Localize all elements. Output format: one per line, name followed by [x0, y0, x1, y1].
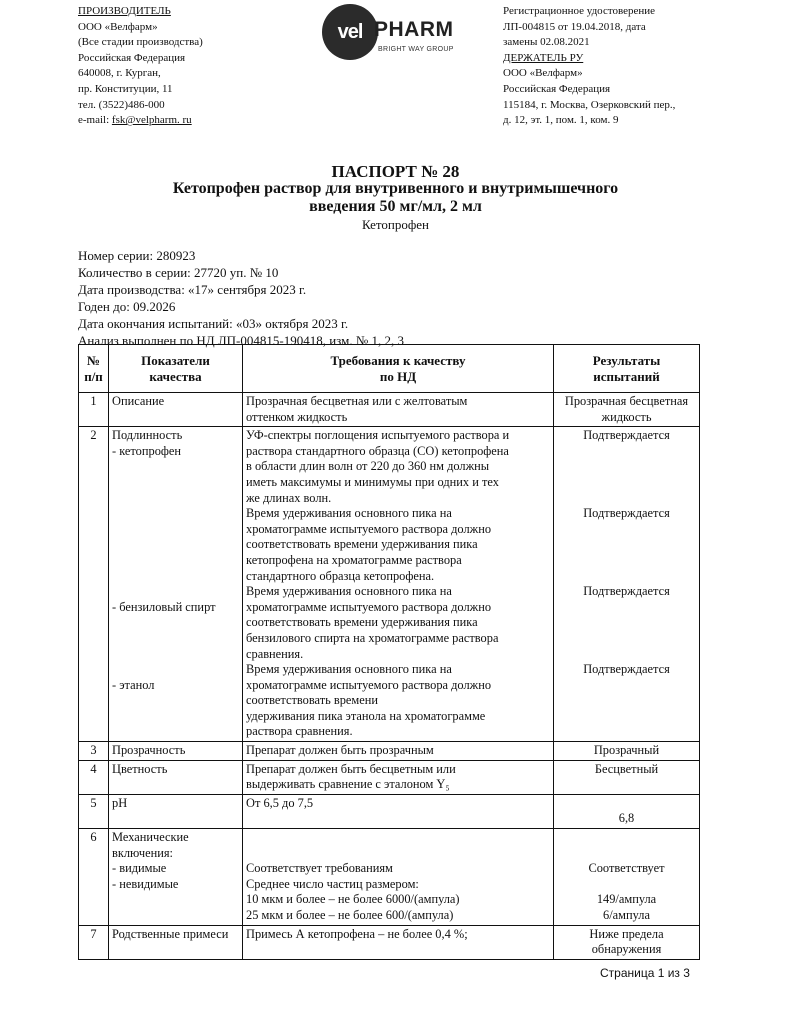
cell-indicator-line [112, 506, 239, 522]
logo-word: PHARM [374, 18, 454, 41]
cell-requirement-line: хроматограмме испытуемого раствора должно [246, 521, 492, 536]
manufacturer-email-line [78, 113, 203, 129]
product-name-line1: Кетопрофен раствор для внутривенного и внутримышечного [172, 180, 619, 197]
cell-result-line: Прозрачный [593, 743, 660, 758]
cell-result-line: Ниже предела [589, 926, 664, 941]
batch-info [78, 247, 404, 349]
manufacturer-line: тел. (3522)486-000 [78, 98, 165, 111]
cell-indicator [109, 393, 243, 427]
cell-indicator [109, 925, 243, 959]
cell-result [554, 760, 700, 794]
cell-requirement-line: бензилового спирта на хроматограмме раствора [246, 630, 499, 645]
cell-requirement [243, 427, 554, 742]
cell-indicator-line [112, 537, 239, 553]
cell-result-line [557, 475, 696, 491]
cell-num: 6 [79, 829, 109, 926]
cell-indicator-line [112, 615, 239, 631]
cell-requirement-line: Время удерживания основного пика на [246, 506, 452, 521]
manufacturer-line: (Все стадии производства) [78, 36, 203, 49]
cell-requirement-line: кетопрофена на хроматограмме раствора [246, 552, 462, 567]
table-body [79, 393, 700, 960]
cell-result-line [557, 615, 696, 631]
cell-requirement-line: раствора сравнения. [246, 724, 353, 739]
cell-result [554, 925, 700, 959]
cell-requirement-line: хроматограмме испытуемого раствора должно [246, 599, 492, 614]
registration-line: ЛП-004815 от 19.04.2018, дата [503, 20, 646, 33]
cell-requirement-line: хроматограмме испытуемого раствора должно [246, 677, 492, 692]
cell-requirement-line: Время удерживания основного пика на [246, 584, 452, 599]
header-text: испытаний [593, 368, 660, 384]
cell-indicator-line: pH [112, 795, 128, 810]
testing-end-date: Дата окончания испытаний: «03» октября 2023 г. [78, 316, 349, 331]
cell-result-line [557, 459, 696, 475]
holder-heading: ДЕРЖАТЕЛЬ РУ [503, 51, 584, 64]
cell-requirement [243, 925, 554, 959]
cell-requirement-line [246, 846, 550, 862]
manufacturer-line: 640008, г. Курган, [78, 67, 161, 80]
registration-block [503, 4, 675, 129]
cell-result-line [557, 830, 696, 846]
holder-line: Российская Федерация [503, 82, 611, 95]
cell-requirement [243, 794, 554, 828]
cell-requirement-line: 10 мкм и более – не более 6000/(ампула) [246, 892, 460, 907]
cell-requirement-line: же длинах волн. [246, 490, 332, 505]
manufacturer-heading: ПРОИЗВОДИТЕЛЬ [78, 5, 171, 17]
cell-requirement-line: От 6,5 до 7,5 [246, 795, 314, 810]
cell-requirement-line: Препарат должен быть прозрачным [246, 743, 434, 758]
cell-result-line [557, 877, 696, 893]
cell-result-line [557, 553, 696, 569]
logo-mark: vel [322, 4, 378, 60]
cell-result-line [557, 631, 696, 647]
cell-result [554, 794, 700, 828]
cell-indicator-line: - бензиловый спирт [112, 599, 216, 614]
cell-indicator-line [112, 662, 239, 678]
quality-table [78, 344, 700, 960]
cell-indicator-line: - этанол [112, 677, 155, 692]
header-text: по НД [379, 368, 417, 384]
table-row [79, 925, 700, 959]
cell-result-line [557, 647, 696, 663]
passport-title: ПАСПОРТ № 28 [331, 162, 460, 181]
cell-requirement-line: удерживания пика этанола на хроматограмме [246, 708, 486, 723]
cell-requirement-line: сравнения. [246, 646, 304, 661]
cell-result [554, 427, 700, 742]
cell-requirement-line: соответствовать времени удерживания пика [246, 537, 478, 552]
cell-result-line: Подтверждается [583, 584, 670, 599]
cell-result-line [557, 600, 696, 616]
header-text: качества [149, 368, 202, 384]
cell-num: 7 [79, 925, 109, 959]
cell-result-line [557, 522, 696, 538]
cell-num: 1 [79, 393, 109, 427]
cell-num: 5 [79, 794, 109, 828]
cell-indicator-line: включения: [112, 845, 173, 860]
header-indicator [109, 345, 243, 393]
cell-requirement-line [246, 830, 550, 846]
cell-result-line [557, 491, 696, 507]
active-substance: Кетопрофен [361, 217, 430, 232]
table-row [79, 829, 700, 926]
cell-requirement-line: иметь максимумы и минимумы при одних и тех [246, 474, 499, 489]
cell-indicator-line [112, 647, 239, 663]
cell-requirement-line: выдерживать сравнение с эталоном Y₅ [246, 777, 450, 792]
cell-requirement-line: Время удерживания основного пика на [246, 662, 452, 677]
cell-result-line [557, 537, 696, 553]
expiry-date: Годен до: 09.2026 [78, 299, 176, 314]
production-date: Дата производства: «17» сентября 2023 г. [78, 282, 307, 297]
logo-tagline: BRIGHT WAY GROUP [378, 46, 454, 53]
cell-indicator-line: - видимые [112, 861, 167, 876]
cell-requirement-line: в области длин волн от 220 до 360 нм должны [246, 459, 490, 474]
cell-requirement [243, 742, 554, 761]
cell-result-line: Соответствует [588, 861, 665, 876]
email-label: e-mail: [78, 114, 112, 127]
cell-indicator-line [112, 553, 239, 569]
registration-line: Регистрационное удостоверение [503, 5, 656, 17]
cell-requirement-line: 25 мкм и более – не более 600/(ампула) [246, 908, 454, 922]
cell-indicator [109, 427, 243, 742]
cell-indicator [109, 829, 243, 926]
cell-result-line: Бесцветный [594, 761, 659, 776]
cell-result-line: 6,8 [618, 811, 635, 826]
cell-result-line: Подтверждается [583, 506, 670, 521]
cell-result [554, 829, 700, 926]
cell-num: 3 [79, 742, 109, 761]
manufacturer-line: Российская Федерация [78, 51, 186, 64]
manufacturer-block [78, 4, 203, 129]
cell-requirement-line: Прозрачная бесцветная или с желтоватым [246, 394, 468, 408]
cell-indicator [109, 794, 243, 828]
header-result [554, 345, 700, 393]
cell-indicator-line: - невидимые [112, 876, 179, 891]
header-text: Результаты [592, 352, 661, 368]
table-row [79, 393, 700, 427]
cell-result-line: Прозрачная бесцветная [564, 394, 689, 408]
cell-result-line: обнаружения [591, 942, 662, 957]
cell-result-line: 149/ампула [596, 892, 657, 907]
cell-indicator [109, 742, 243, 761]
batch-quantity: Количество в серии: 27720 уп. № 10 [78, 265, 279, 280]
cell-indicator-line: Механические [112, 830, 189, 845]
cell-result-line: Подтверждается [583, 662, 670, 677]
table-row [79, 427, 700, 742]
holder-line: д. 12, эт. 1, пом. 1, ком. 9 [503, 114, 619, 127]
cell-indicator-line: Подлинность [112, 428, 183, 443]
cell-result-line: Подтверждается [583, 428, 670, 443]
cell-num: 4 [79, 760, 109, 794]
cell-requirement-line: раствора стандартного образца (СО) кетопрофена [246, 443, 509, 458]
header-text: № [86, 352, 101, 368]
header-text: Показатели [141, 352, 210, 368]
cell-requirement [243, 760, 554, 794]
cell-indicator-line [112, 459, 239, 475]
cell-indicator-line [112, 522, 239, 538]
cell-result-line [557, 444, 696, 460]
cell-requirement-line: УФ-спектры поглощения испытуемого раствора и [246, 428, 510, 443]
cell-result-line: жидкость [601, 409, 652, 424]
header-requirement [243, 345, 554, 393]
page-number: Страница 1 из 3 [600, 966, 690, 980]
company-logo [322, 4, 462, 64]
cell-num: 2 [79, 427, 109, 742]
cell-requirement-line: соответствовать времени удерживания пика [246, 615, 478, 630]
cell-requirement [243, 393, 554, 427]
table-row [79, 794, 700, 828]
table-header-row [79, 345, 700, 393]
cell-indicator [109, 760, 243, 794]
header-text: п/п [84, 368, 103, 384]
cell-indicator-line [112, 584, 239, 600]
cell-result-line: 6/ампула [603, 908, 650, 922]
cell-indicator-line: Описание [112, 394, 165, 408]
email-link[interactable]: fsk@velpharm. ru [111, 114, 192, 127]
cell-indicator-line: Родственные примеси [112, 926, 229, 941]
cell-indicator-line [112, 475, 239, 491]
manufacturer-line: ООО «Велфарм» [78, 20, 158, 33]
cell-indicator-line [112, 491, 239, 507]
cell-result-line [557, 846, 696, 862]
cell-result-line [557, 796, 696, 812]
cell-requirement-line: Препарат должен быть бесцветным или [246, 761, 456, 776]
analysis-standard: Анализ выполнен по НД ЛП-004815-190418, изм. № 1, 2, 3 [78, 333, 405, 348]
cell-indicator-line [112, 631, 239, 647]
cell-requirement-line: стандартного образца кетопрофена. [246, 568, 435, 583]
table-row [79, 760, 700, 794]
header-num [79, 345, 109, 393]
cell-result [554, 742, 700, 761]
cell-requirement-line: оттенком жидкость [246, 409, 348, 424]
cell-requirement [243, 829, 554, 926]
cell-indicator-line: Прозрачность [112, 743, 186, 758]
holder-line: ООО «Велфарм» [503, 67, 583, 80]
cell-indicator-line: Цветность [112, 761, 168, 776]
cell-requirement-line: соответствовать времени [246, 693, 379, 708]
header-text: Требования к качеству [330, 352, 466, 368]
cell-result-line [557, 569, 696, 585]
cell-requirement-line: Среднее число частиц размером: [246, 876, 419, 891]
cell-indicator-line: - кетопрофен [112, 443, 182, 458]
registration-line: замены 02.08.2021 [503, 36, 590, 49]
cell-requirement-line: Соответствует требованиям [246, 861, 393, 876]
table-row [79, 742, 700, 761]
cell-result [554, 393, 700, 427]
batch-number: Номер серии: 280923 [78, 248, 196, 263]
cell-indicator-line [112, 569, 239, 585]
holder-line: 115184, г. Москва, Озерковский пер., [503, 98, 676, 111]
manufacturer-line: пр. Конституции, 11 [78, 82, 173, 95]
product-name-line2: введения 50 мг/мл, 2 мл [309, 198, 482, 215]
cell-requirement-line: Примесь А кетопрофена – не более 0,4 %; [246, 926, 468, 941]
